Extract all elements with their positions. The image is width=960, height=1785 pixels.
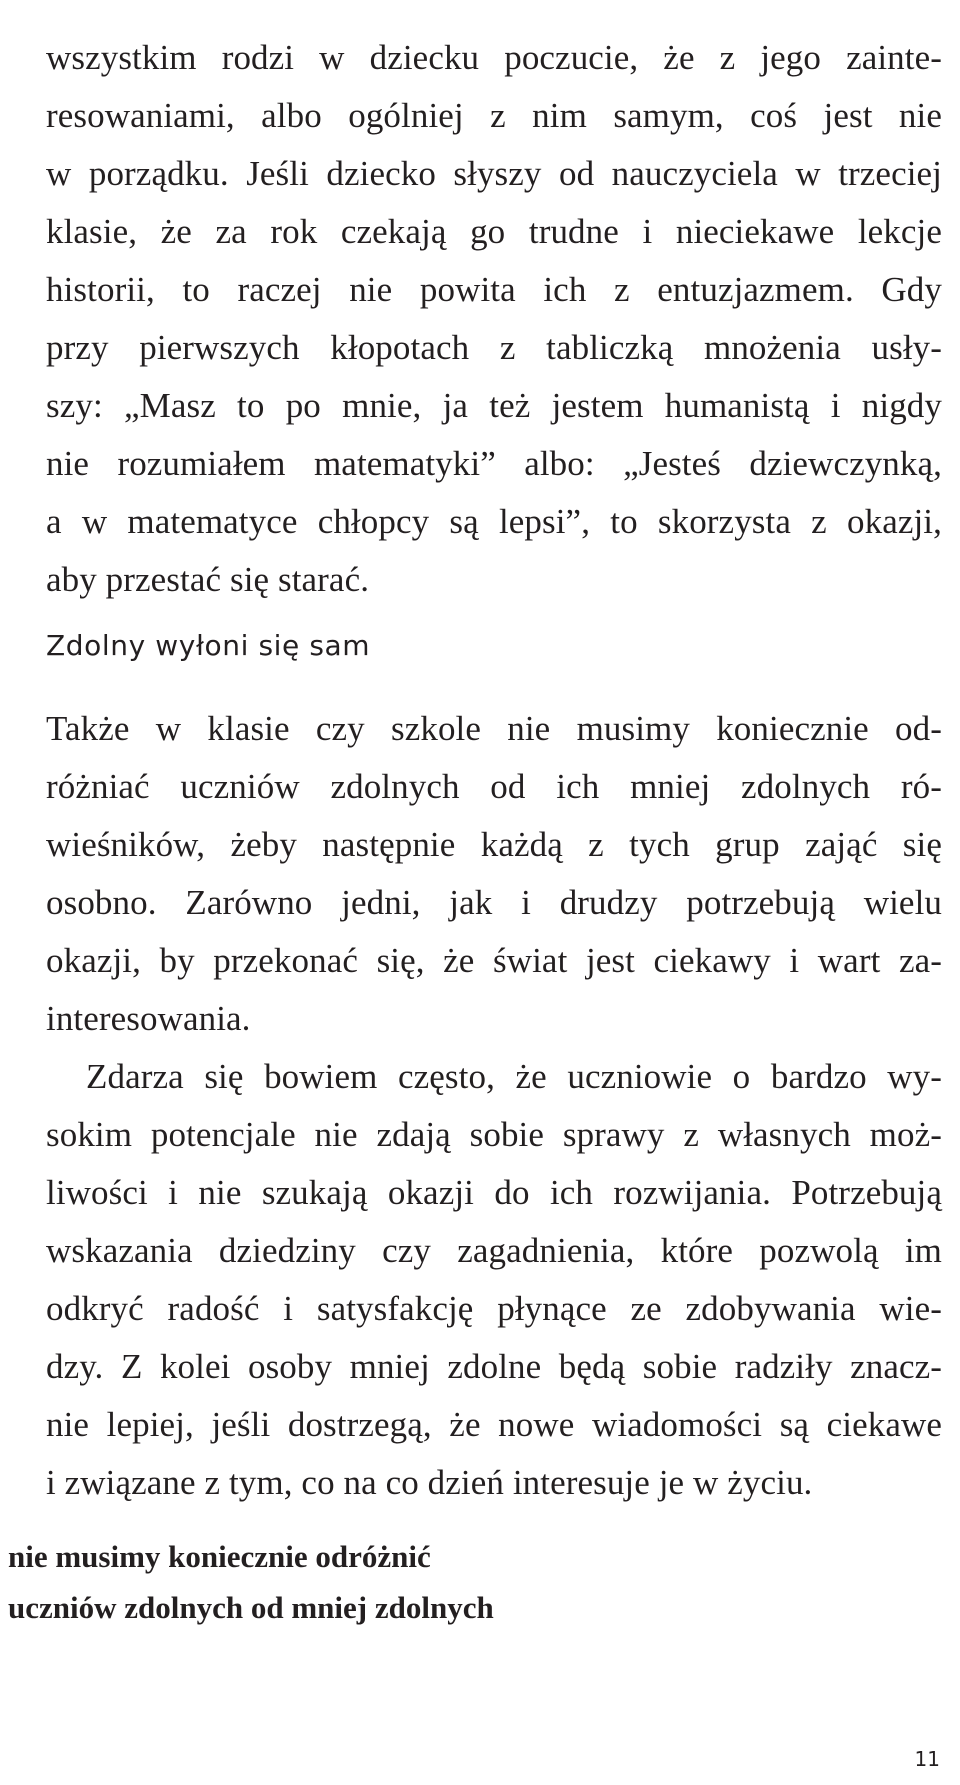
text-line: różniać uczniów zdolnych od ich mniej zdolnych ró- [46, 767, 942, 806]
text-line: przy pierwszych kłopotach z tabliczką mnożenia usły- [46, 328, 942, 367]
text-line: Także w klasie czy szkole nie musimy koniecznie od- [46, 709, 942, 748]
text-line: aby przestać się starać. [46, 560, 370, 599]
text-line: liwości i nie szukają okazji do ich rozwijania. Potrzebują [46, 1173, 942, 1212]
text-line: osobno. Zarówno jedni, jak i drudzy potrzebują wielu [46, 883, 942, 922]
text-line: historii, to raczej nie powita ich z entuzjazmem. Gdy [46, 270, 942, 309]
text-line: szy: „Masz to po mnie, ja też jestem humanistą i nigdy [46, 386, 942, 425]
text-line: dzy. Z kolei osoby mniej zdolne będą sobie radziły znacz- [46, 1347, 942, 1386]
text-line: okazji, by przekonać się, że świat jest ciekawy i wart za- [46, 941, 942, 980]
pull-quote-line: nie musimy koniecznie odróżnić [8, 1539, 431, 1574]
text-line: w porządku. Jeśli dziecko słyszy od nauczyciela w trzeciej [46, 154, 942, 193]
text-line: wszystkim rodzi w dziecku poczucie, że z jego zainte- [46, 38, 942, 77]
pull-quote-line: uczniów zdolnych od mniej zdolnych [8, 1590, 494, 1625]
text-line: nie rozumiałem matematyki” albo: „Jesteś dziewczynką, [46, 444, 942, 483]
text-line: wskazania dziedziny czy zagadnienia, które pozwolą im [46, 1231, 942, 1270]
section-heading: Zdolny wyłoni się sam [46, 629, 371, 662]
text-line: sokim potencjale nie zdają sobie sprawy z własnych moż- [46, 1115, 942, 1154]
text-line: interesowania. [46, 999, 251, 1038]
text-line: wieśników, żeby następnie każdą z tych grup zająć się [46, 825, 942, 864]
text-line: a w matematyce chłopcy są lepsi”, to skorzysta z okazji, [46, 502, 942, 541]
text-line: klasie, że za rok czekają go trudne i nieciekawe lekcje [46, 212, 942, 251]
text-line: Zdarza się bowiem często, że uczniowie o bardzo wy- [86, 1057, 942, 1096]
text-line: nie lepiej, jeśli dostrzegą, że nowe wiadomości są ciekawe [46, 1405, 942, 1444]
text-line: odkryć radość i satysfakcję płynące ze zdobywania wie- [46, 1289, 942, 1328]
text-line: i związane z tym, co na co dzień interesuje je w życiu. [46, 1463, 813, 1502]
page-number: 11 [914, 1747, 940, 1771]
text-line: resowaniami, albo ogólniej z nim samym, coś jest nie [46, 96, 942, 135]
